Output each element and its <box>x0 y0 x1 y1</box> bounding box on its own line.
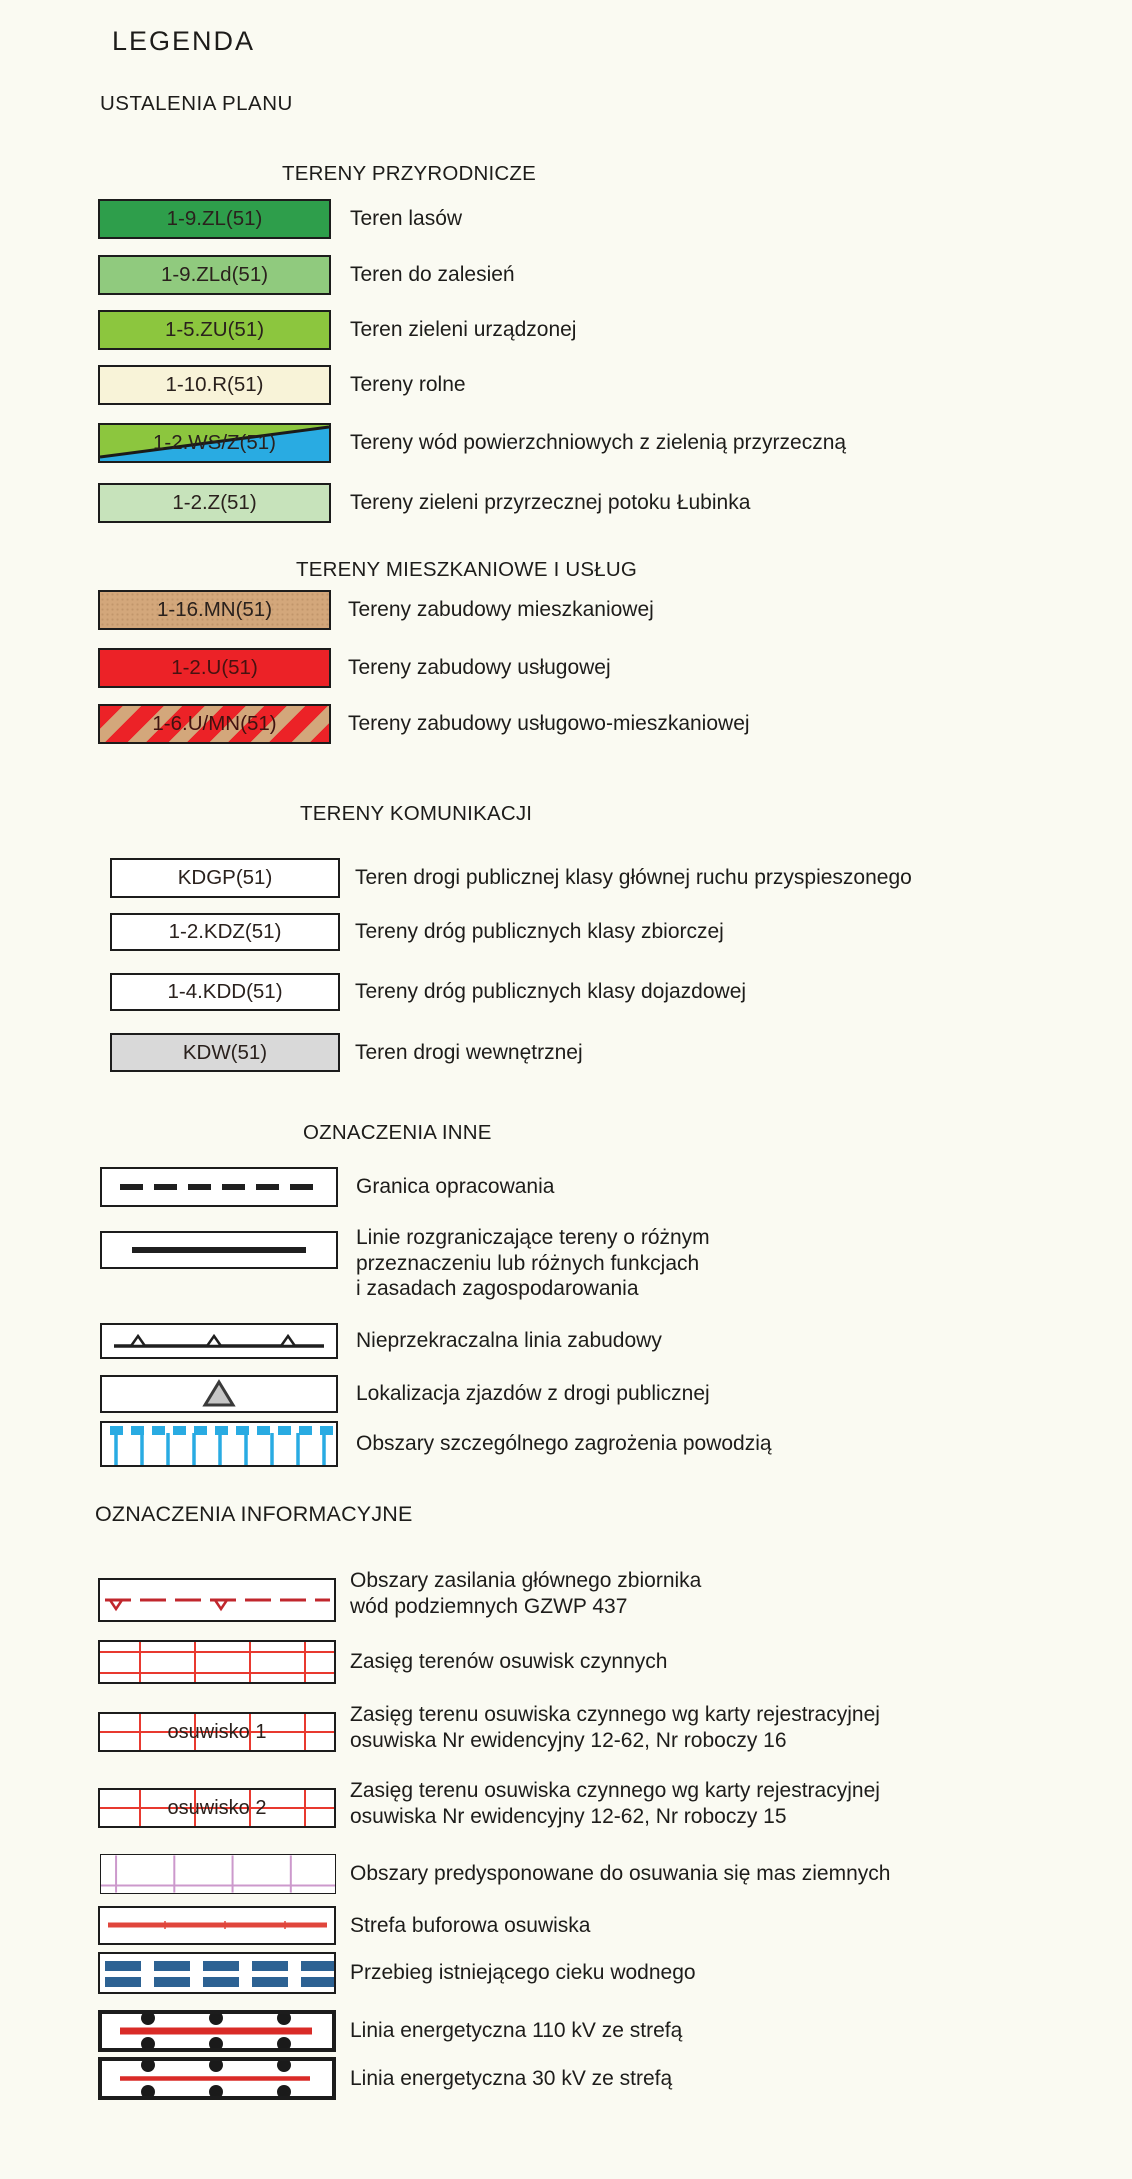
legend-row-zld <box>0 255 1132 295</box>
linie-desc <box>356 1225 1096 1302</box>
strefa-desc: Strefa buforowa osuwiska <box>350 1913 591 1937</box>
osuwisko1-desc <box>350 1702 1090 1753</box>
kdd-label: 1-4.KDD(51) <box>167 980 283 1003</box>
gzwp-symbol <box>98 1578 336 1622</box>
legend-row-z <box>0 483 1132 523</box>
landslide-prone-grid-icon <box>101 1855 335 1893</box>
legend-row-osuwisko2 <box>0 1779 1132 1828</box>
osuwisko2-desc-line1: Zasięg terenu osuwiska czynnego wg karty rejestracyjnej <box>350 1779 880 1802</box>
umn-swatch <box>98 704 331 744</box>
legend-row-zl <box>0 199 1132 239</box>
z-label: 1-2.Z(51) <box>172 491 257 514</box>
gzwp-desc-line2: wód podziemnych GZWP 437 <box>350 1594 628 1618</box>
kdd-desc: Tereny dróg publicznych klasy dojazdowej <box>355 980 747 1003</box>
osuwisko1-label: osuwisko 1 <box>167 1720 267 1743</box>
r-swatch <box>98 365 331 405</box>
kdgp-desc: Teren drogi publicznej klasy głównej ruchu przyspieszonego <box>355 866 912 889</box>
gzwp-desc <box>350 1568 1090 1619</box>
aquifer-recharge-line-icon <box>100 1580 334 1620</box>
zjazdy-symbol <box>100 1375 338 1413</box>
granica-symbol <box>100 1167 338 1207</box>
kv110-symbol <box>98 2010 336 2052</box>
predysponowane-desc: Obszary predysponowane do osuwania się mas ziemnych <box>350 1862 891 1885</box>
osuwisko2-label: osuwisko 2 <box>167 1796 267 1819</box>
solid-dividing-line-icon <box>102 1233 336 1267</box>
kdz-swatch <box>110 913 340 951</box>
zu-swatch <box>98 310 331 350</box>
strefa-symbol <box>98 1906 336 1945</box>
legend-row-nieprzekraczalna <box>0 1323 1132 1359</box>
watercourse-dashes-icon <box>100 1954 334 1992</box>
section-header-przyrodnicze: TERENY PRZYRODNICZE <box>282 162 537 185</box>
umn-label: 1-6.U/MN(51) <box>152 712 277 735</box>
section-header-informacyjne: OZNACZENIA INFORMACYJNE <box>95 1502 413 1526</box>
legend-row-osuwisko1 <box>0 1703 1132 1752</box>
u-label: 1-2.U(51) <box>171 656 258 679</box>
legend-row-osuwiska-czynne <box>0 1640 1132 1684</box>
legend-row-strefa <box>0 1906 1132 1945</box>
legend-row-granica <box>0 1167 1132 1207</box>
legend-row-u <box>0 648 1132 688</box>
legend-row-kdgp <box>0 858 1132 898</box>
gzwp-desc-line1: Obszary zasilania głównego zbiornika <box>350 1569 702 1592</box>
osuwisko2-desc-line2: osuwiska Nr ewidencyjny 12-62, Nr roboczy 15 <box>350 1804 787 1828</box>
power-line-30kv-icon <box>102 2061 332 2096</box>
kdw-swatch <box>110 1033 340 1072</box>
osuwiska-czynne-symbol <box>98 1640 336 1684</box>
osuwisko1-desc-line2: osuwiska Nr ewidencyjny 12-62, Nr roboczy 16 <box>350 1728 787 1752</box>
zl-label: 1-9.ZL(51) <box>166 207 263 230</box>
kv30-symbol <box>98 2057 336 2100</box>
legend-row-linie <box>0 1226 1132 1300</box>
legend-row-r <box>0 365 1132 405</box>
osuwisko2-symbol <box>98 1788 336 1828</box>
kdgp-label: KDGP(51) <box>177 866 273 889</box>
ciek-symbol <box>98 1952 336 1994</box>
zl-swatch <box>98 199 331 239</box>
umn-desc: Tereny zabudowy usługowo-mieszkaniowej <box>348 712 750 735</box>
dashed-boundary-line-icon <box>102 1169 336 1205</box>
kdw-desc: Teren drogi wewnętrznej <box>355 1040 583 1064</box>
plan-subtitle: USTALENIA PLANU <box>100 92 293 115</box>
kv110-desc: Linia energetyczna 110 kV ze strefą <box>350 2019 683 2042</box>
osuwisko1-desc-line1: Zasięg terenu osuwiska czynnego wg karty rejestracyjnej <box>350 1703 880 1726</box>
section-header-komunikacji: TERENY KOMUNIKACJI <box>300 802 533 825</box>
kdw-label: KDW(51) <box>182 1040 268 1064</box>
wsz-swatch <box>98 423 331 463</box>
kv30-desc: Linia energetyczna 30 kV ze strefą <box>350 2066 673 2090</box>
linie-symbol <box>100 1231 338 1269</box>
granica-desc: Granica opracowania <box>356 1175 555 1198</box>
active-landslide-grid-icon <box>100 1642 334 1682</box>
legend-row-kdw <box>0 1033 1132 1072</box>
landslide-buffer-line-icon <box>100 1908 334 1943</box>
osuwisko2-desc <box>350 1778 1090 1829</box>
r-desc: Tereny rolne <box>350 373 466 396</box>
flood-hazard-pattern-icon <box>102 1423 336 1465</box>
nieprzekraczalna-symbol <box>100 1323 338 1359</box>
mn-label: 1-16.MN(51) <box>156 598 273 621</box>
osuwisko1-symbol <box>98 1712 336 1752</box>
legend-row-kv110 <box>0 2010 1132 2052</box>
legend-row-zjazdy <box>0 1375 1132 1413</box>
section-header-mieszkaniowe: TERENY MIESZKANIOWE I USŁUG <box>296 558 638 581</box>
u-desc: Tereny zabudowy usługowej <box>348 656 611 679</box>
legend-row-kdz <box>0 913 1132 951</box>
legend-row-kv30 <box>0 2057 1132 2100</box>
osuwiska-czynne-desc: Zasięg terenów osuwisk czynnych <box>350 1650 668 1673</box>
linie-desc-line3: i zasadach zagospodarowania <box>356 1277 639 1300</box>
zu-label: 1-5.ZU(51) <box>164 318 265 341</box>
linie-desc-line1: Linie rozgraniczające tereny o różnym <box>356 1226 710 1249</box>
zjazdy-desc: Lokalizacja zjazdów z drogi publicznej <box>356 1382 710 1405</box>
predysponowane-symbol <box>100 1854 336 1894</box>
wsz-label: 1-2.WS/Z(51) <box>152 431 277 454</box>
mn-desc: Tereny zabudowy mieszkaniowej <box>348 598 654 621</box>
legend-row-wsz <box>0 423 1132 463</box>
driveway-triangle-icon <box>102 1377 336 1411</box>
wsz-desc: Tereny wód powierzchniowych z zielenią przyrzeczną <box>350 431 847 454</box>
legend-row-umn <box>0 704 1132 744</box>
mn-swatch <box>98 590 331 630</box>
legend-row-predysponowane <box>0 1854 1132 1894</box>
section-header-inne: OZNACZENIA INNE <box>303 1121 492 1144</box>
u-swatch <box>98 648 331 688</box>
zu-desc: Teren zieleni urządzonej <box>350 318 577 341</box>
nieprzekraczalna-desc: Nieprzekraczalna linia zabudowy <box>356 1329 662 1352</box>
zld-label: 1-9.ZLd(51) <box>160 263 269 286</box>
z-desc: Tereny zieleni przyrzecznej potoku Łubinka <box>350 491 751 514</box>
kdz-desc: Tereny dróg publicznych klasy zbiorczej <box>355 920 724 943</box>
legend-row-zu <box>0 310 1132 350</box>
r-label: 1-10.R(51) <box>165 373 264 396</box>
kdd-swatch <box>110 973 340 1011</box>
legend-row-powodz <box>0 1421 1132 1467</box>
legend-row-mn <box>0 590 1132 630</box>
zl-desc: Teren lasów <box>350 207 463 230</box>
legend-row-kdd <box>0 973 1132 1011</box>
powodz-symbol <box>100 1421 338 1467</box>
powodz-desc: Obszary szczególnego zagrożenia powodzią <box>356 1432 772 1455</box>
ciek-desc: Przebieg istniejącego cieku wodnego <box>350 1961 696 1984</box>
kdgp-swatch <box>110 858 340 898</box>
zld-desc: Teren do zalesień <box>350 263 515 286</box>
building-limit-line-icon <box>102 1325 336 1357</box>
linie-desc-line2: przeznaczeniu lub różnych funkcjach <box>356 1251 700 1275</box>
legend-row-gzwp <box>0 1569 1132 1622</box>
page-title: LEGENDA <box>112 26 256 56</box>
z-swatch <box>98 483 331 523</box>
zld-swatch <box>98 255 331 295</box>
legend-row-ciek <box>0 1952 1132 1994</box>
kdz-label: 1-2.KDZ(51) <box>168 920 282 943</box>
power-line-110kv-icon <box>102 2014 332 2048</box>
